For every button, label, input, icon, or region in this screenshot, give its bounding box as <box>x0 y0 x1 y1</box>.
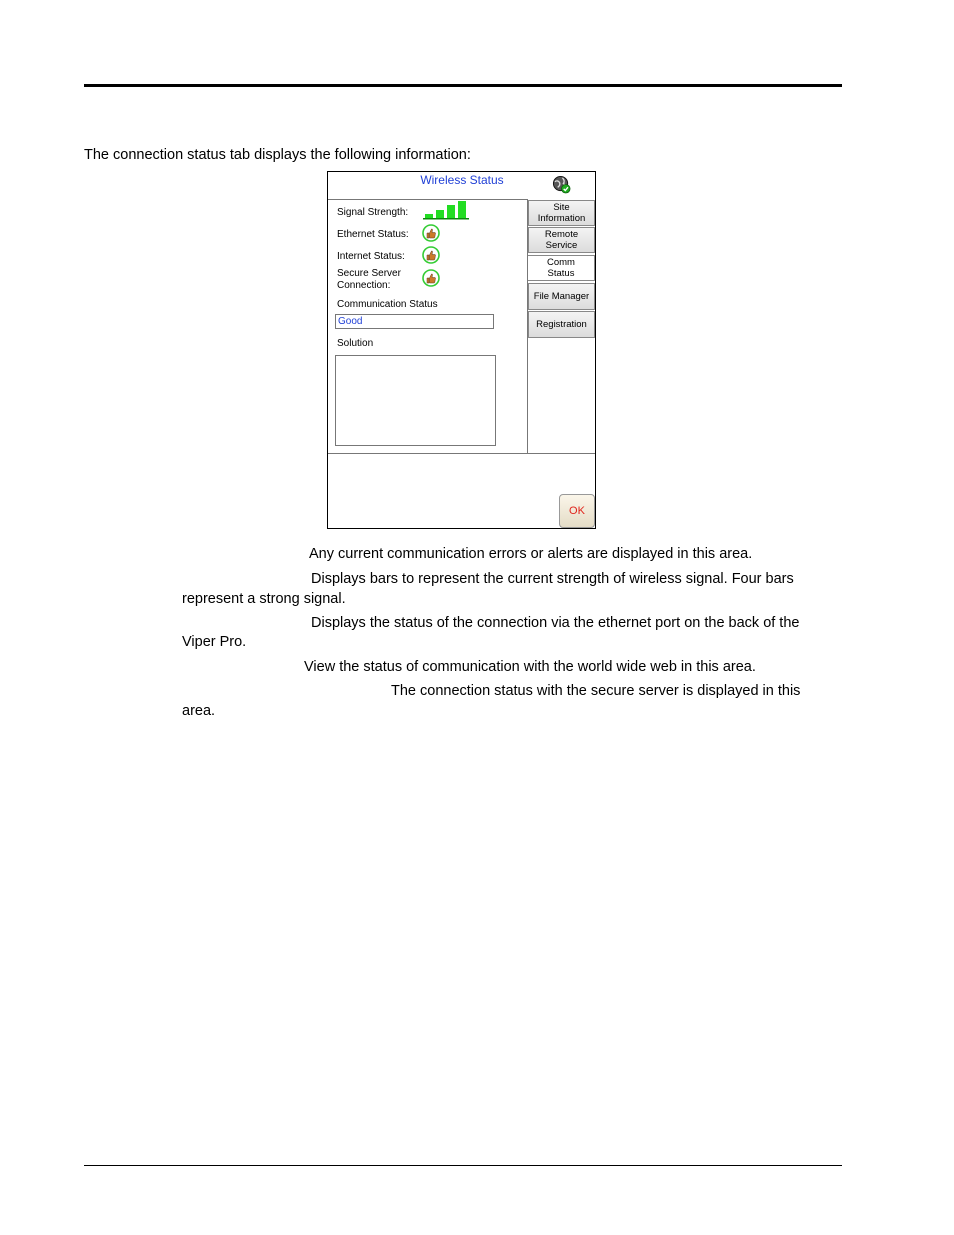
globe-icon <box>552 175 571 194</box>
tab-registration[interactable] <box>528 311 595 338</box>
tab-label: Remote <box>544 229 579 240</box>
description-ethernet-status: Displays the status of the connection via the ethernet port on the back of the <box>311 615 800 631</box>
screen-title: Wireless Status <box>420 173 504 187</box>
signal-bars-icon <box>423 200 471 220</box>
header-rule <box>84 84 842 87</box>
ok-button[interactable]: OK <box>559 494 595 528</box>
secure-server-label-line2: Connection: <box>337 280 391 291</box>
ethernet-status-label: Ethernet Status: <box>337 229 409 240</box>
thumbs-up-icon <box>422 224 440 242</box>
signal-strength-label: Signal Strength: <box>337 207 409 218</box>
description-internet-status: View the status of communication with the world wide web in this area. <box>304 659 756 675</box>
tab-remote-service[interactable] <box>528 227 595 253</box>
secure-server-label-line1: Secure Server <box>337 268 401 279</box>
tab-label: Site <box>553 202 570 213</box>
description-ethernet-status-cont: Viper Pro. <box>182 634 247 650</box>
communication-status-field: Good <box>335 314 494 329</box>
tab-label: Status <box>547 268 575 279</box>
description-signal-strength-cont: represent a strong signal. <box>182 591 346 607</box>
communication-status-label: Communication Status <box>337 299 438 310</box>
footer-rule <box>84 1165 842 1166</box>
tab-site-information[interactable] <box>528 200 595 226</box>
tab-label: Information <box>537 213 586 224</box>
solution-box <box>335 355 496 446</box>
wireless-status-screen <box>327 171 596 529</box>
tab-label: File Manager <box>533 291 590 302</box>
tab-label: Registration <box>536 319 587 330</box>
description-secure-server: The connection status with the secure server is displayed in this <box>391 683 801 699</box>
tab-comm-status[interactable] <box>528 255 595 281</box>
solution-label: Solution <box>337 338 374 349</box>
tab-file-manager[interactable] <box>528 283 595 310</box>
tab-label: Service <box>545 240 578 251</box>
description-signal-strength: Displays bars to represent the current strength of wireless signal. Four bars <box>311 571 794 587</box>
status-panel <box>328 199 528 453</box>
divider <box>328 453 595 454</box>
tab-label: Comm <box>547 257 575 268</box>
thumbs-up-icon <box>422 246 440 264</box>
description-secure-server-cont: area. <box>182 703 216 719</box>
description-comm-status: Any current communication errors or alerts are displayed in this area. <box>309 546 753 562</box>
intro-text: The connection status tab displays the following information: <box>84 147 471 163</box>
internet-status-label: Internet Status: <box>337 251 405 262</box>
thumbs-up-icon <box>422 269 440 287</box>
